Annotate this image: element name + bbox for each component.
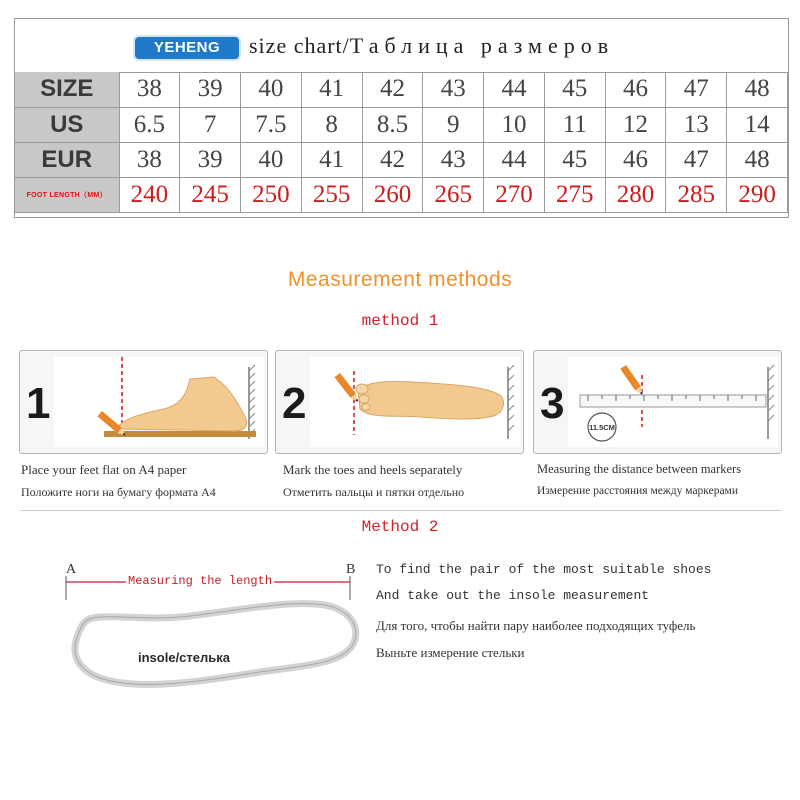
size-chart-title-en: size chart/ [249,33,350,58]
ruler-measurement-illustration [568,357,778,447]
size-row-size [15,72,788,107]
size-row-foot-length [15,177,788,212]
size-cell: 6.5 [119,107,180,142]
step-3-caption-en: Measuring the distance between markers [537,462,742,476]
size-cell: 46 [605,72,666,107]
size-row-eur [15,142,788,177]
size-cell: 9 [423,107,484,142]
size-cell: 45 [544,142,605,177]
size-cell: 38 [119,72,180,107]
method-1-title: method 1 [361,312,439,330]
size-cell: 245 [180,177,241,212]
size-cell: 7.5 [241,107,302,142]
point-b-label: B [346,562,356,577]
size-cell: 10 [484,107,545,142]
size-cell: 7 [180,107,241,142]
method-2-text-en-2: And take out the insole measurement [376,588,650,603]
size-cell: 280 [605,177,666,212]
step-1-number: 1 [26,379,51,428]
size-chart-title [249,33,614,59]
step-1-panel [19,350,268,454]
size-cell: 43 [423,142,484,177]
method-2-text-ru-1: Для того, чтобы найти пару наиболее подходящих туфель [376,618,696,633]
size-cell: 260 [362,177,423,212]
row-header-eur: EUR [15,142,119,177]
size-cell: 39 [180,72,241,107]
size-cell: 240 [119,177,180,212]
method-2-text-en-1: To find the pair of the most suitable shoes [376,562,712,577]
measuring-length-label: Measuring the length [128,574,273,588]
method-2-text-ru-2: Выньте измерение стельки [376,645,525,660]
size-table [15,72,788,213]
size-cell: 44 [484,142,545,177]
foot-on-paper-illustration [54,357,264,447]
size-cell: 250 [241,177,302,212]
size-cell: 270 [484,177,545,212]
size-cell: 41 [301,142,362,177]
size-cell: 48 [727,72,788,107]
section-divider [20,510,782,511]
row-header-foot-length: FOOT LENGTH（MM） [15,177,119,212]
size-cell: 265 [423,177,484,212]
step-1-caption-en: Place your feet flat on A4 paper [21,462,187,477]
row-header-size: SIZE [15,72,119,107]
ruler-label: 11.5CM [589,423,615,432]
step-3-panel [533,350,782,454]
size-cell: 48 [727,142,788,177]
step-2-caption-en: Mark the toes and heels separately [283,462,463,477]
size-cell: 38 [119,142,180,177]
marking-toes-illustration [310,357,520,447]
step-3-number: 3 [540,379,565,428]
size-cell: 47 [666,72,727,107]
insole-label: insole/стелька [138,650,230,665]
point-a-label: A [66,562,77,577]
size-cell: 44 [484,72,545,107]
size-chart-title-ru: Таблица размеров [349,33,615,58]
step-1-caption-ru: Положите ноги на бумагу формата A4 [21,485,216,499]
size-cell: 14 [727,107,788,142]
size-cell: 47 [666,142,727,177]
size-cell: 39 [180,142,241,177]
method-2-title: Method 2 [361,518,439,536]
size-cell: 42 [362,142,423,177]
size-cell: 11 [544,107,605,142]
size-cell: 40 [241,142,302,177]
size-cell: 12 [605,107,666,142]
size-cell: 285 [666,177,727,212]
size-cell: 43 [423,72,484,107]
brand-logo: YEHENG [133,35,241,61]
size-cell: 255 [301,177,362,212]
size-cell: 40 [241,72,302,107]
size-chart-header [15,19,788,73]
size-cell: 275 [544,177,605,212]
size-cell: 290 [727,177,788,212]
size-cell: 42 [362,72,423,107]
size-cell: 41 [301,72,362,107]
step-2-caption-ru: Отметить пальцы и пятки отдельно [283,485,465,499]
step-2-panel [275,350,524,454]
step-2-number: 2 [282,379,307,428]
size-cell: 8 [301,107,362,142]
size-cell: 45 [544,72,605,107]
step-3-caption-ru: Измерение расстояния между маркерами [537,485,738,497]
size-cell: 13 [666,107,727,142]
size-row-us [15,107,788,142]
measurement-methods-title: Measurement methods [287,268,513,291]
size-cell: 46 [605,142,666,177]
row-header-us: US [15,107,119,142]
size-cell: 8.5 [362,107,423,142]
size-chart [14,18,789,218]
